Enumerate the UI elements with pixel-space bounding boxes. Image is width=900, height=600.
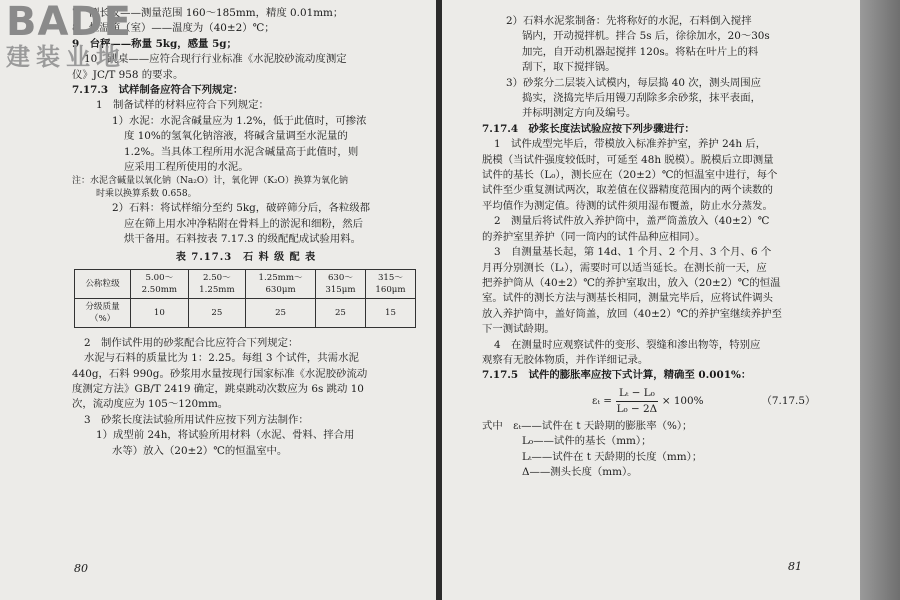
formula-fraction (616, 386, 658, 417)
cell-line: 630μm (265, 284, 296, 295)
text-line: 把养护筒从（40±2）℃的养护室取出，放入（20±2）℃的恒温 (482, 276, 781, 289)
text-line: 试件至少重复测试两次，取差值在仪器精度范围内的两个读数的 (482, 184, 773, 197)
table-cell: 10 (131, 298, 189, 327)
text-line: 1.2%。当具体工程所用水泥含碱量高于此值时，则 (124, 145, 359, 158)
section-heading: 7.17.3 试样制备应符合下列规定： (72, 84, 244, 97)
text-line: 捣实，浇捣完毕后用镘刀刮除多余砂浆，抹平表面， (522, 92, 761, 105)
text-line: 2 测量后将试件放入养护筒中，盖严筒盖放入（40±2）℃ (494, 215, 770, 228)
equation-number: （7.17.5） (761, 394, 816, 407)
text-line: 2）石料：将试样缩分至约 5kg，破碎筛分后，各粒级都 (112, 202, 371, 215)
table-caption: 表 7.17.3 石 料 级 配 表 (175, 251, 317, 263)
grading-table (74, 269, 416, 328)
text-line: 9 台秤——称量 5kg，感量 5g； (72, 37, 237, 50)
expansion-formula (482, 386, 834, 417)
table-row (75, 269, 416, 298)
table-cell: 25 (246, 298, 316, 327)
where-line: 式中 εₜ——试件在 t 天龄期的膨胀率（%）； (482, 419, 693, 432)
text-line: 月再分别测长（Lₜ），需要时可以适当延长。在测长前一天，应 (482, 261, 767, 274)
text-line: 1）水泥：水泥含碱量应为 1.2%，低于此值时，可掺浓 (112, 114, 367, 127)
cell-line: 2.50mm (141, 284, 178, 295)
where-line: Δ——测头长度（mm）。 (522, 465, 638, 478)
table-cell: 25 (315, 298, 365, 327)
table-cell: 15 (365, 298, 415, 327)
table-cell (315, 269, 365, 298)
text-line: 下一测试龄期。 (482, 323, 555, 336)
text-line: 平均值作为测定值。待测的试件须用湿布覆盖，防止水分蒸发。 (482, 199, 773, 212)
text-line: 水泥与石料的质量比为 1：2.25。每组 3 个试件，共需水泥 (84, 352, 359, 365)
text-line: 3 砂浆长度法试验所用试件应按下列方法制作： (84, 413, 309, 426)
text-line: 3 自测量基长起，第 14d、1 个月、2 个月、3 个月、6 个 (494, 246, 772, 259)
text-line: 观察有无胶体物质，并作详细记录。 (482, 353, 649, 366)
text-line: 440g，石料 990g。砂浆用水量按现行国家标准《水泥胶砂流动 (72, 367, 368, 380)
text-line: 应在筛上用水冲净粘附在骨料上的淤泥和细粉，然后 (124, 217, 363, 230)
text-line: 次，流动度应为 105～120mm。 (72, 398, 229, 411)
formula-tail: × 100% (661, 394, 704, 407)
watermark-word: BADE (6, 0, 132, 45)
note-line: 注：水泥含碱量以氧化钠（Na₂O）计，氧化钾（K₂O）换算为氧化钠 (72, 176, 348, 187)
text-line: 4 在测量时应观察试件的变形、裂缝和渗出物等，特别应 (494, 338, 761, 351)
background-edge (860, 0, 900, 600)
cell-line: 1.25mm (199, 284, 235, 295)
text-line: 8 恒温箱（室）——温度为（40±2）℃； (72, 22, 275, 35)
table-cell (131, 269, 189, 298)
page-number: 80 (74, 562, 88, 575)
cell-line: 2.50～ (203, 272, 231, 283)
page-number: 81 (788, 560, 802, 573)
text-line: 10 跳桌——应符合现行行业标准《水泥胶砂流动度测定 (84, 53, 347, 66)
text-line: 7 测长仪——测量范围 160～185mm，精度 0.01mm； (72, 7, 344, 19)
formula-lhs: εₜ = (592, 394, 612, 407)
text-line: 锅内，开动搅拌机。拌合 5s 后，徐徐加水，20～30s (522, 30, 770, 43)
text-line: 1）成型前 24h，将试验所用材料（水泥、骨料、拌合用 (96, 429, 355, 442)
text-line: 度测定方法》GB/T 2419 确定，跳桌跳动次数应为 6s 跳动 10 (72, 382, 364, 395)
text-line: 应采用工程所使用的水泥。 (124, 161, 249, 174)
text-line: 并标明测定方向及编号。 (522, 107, 637, 120)
formula-denominator: L₀ − 2Δ (616, 402, 658, 415)
text-line: 脱模（当试件强度较低时，可延至 48h 脱模）。脱模后立即测量 (482, 153, 774, 166)
text-line: 的养护室里养护（同一筒内的试件品种应相同）。 (482, 230, 706, 243)
cell-line: 630～ (327, 272, 353, 283)
text-line: 1 试件成型完毕后，带模放入标准养护室，养护 24h 后， (494, 138, 767, 151)
cell-line: 1.25mm～ (258, 272, 303, 283)
text-line: 2）石料水泥浆制备：先将称好的水泥，石料倒入搅拌 (506, 15, 752, 27)
text-line: 加完，自开动机器起搅拌 120s。将粘在叶片上的料 (522, 45, 759, 58)
text-line: 3）砂浆分二层装入试模内，每层捣 40 次，测头周围应 (506, 76, 762, 89)
cell-line: 分级质量 (85, 301, 120, 312)
cell-line: 5.00～ (145, 272, 174, 283)
section-heading: 7.17.5 试件的膨胀率应按下式计算，精确至 0.001%： (482, 369, 752, 382)
where-line: L₀——试件的基长（mm）； (522, 435, 652, 448)
cell-line: 160μm (375, 284, 406, 295)
cell-line: 315μm (325, 284, 356, 295)
table-header-cell (75, 298, 131, 327)
text-line: 度 10%的氢氧化钠溶液，将碱含量调至水泥量的 (124, 130, 348, 143)
text-line: 试件的基长（L₀），测长应在（20±2）℃的恒温室中进行，每个 (482, 169, 778, 182)
text-line: 室。试件的测长方法与测基长相同，测量完毕后，应将试件调头 (482, 292, 773, 305)
where-line: Lₜ——试件在 t 天龄期的长度（mm）； (522, 450, 703, 463)
watermark-logo (6, 2, 181, 80)
table-cell (246, 269, 316, 298)
table-cell (365, 269, 415, 298)
section-heading: 7.17.4 砂浆长度法试验应按下列步骤进行： (482, 122, 695, 135)
text-line: 烘干备用。石料按表 7.17.3 的级配配成试验用料。 (124, 233, 362, 246)
table-cell: 25 (188, 298, 246, 327)
text-line: 1 制备试样的材料应符合下列规定： (96, 99, 269, 112)
text-line: 仪》JC/T 958 的要求。 (72, 68, 184, 81)
note-line: 时乘以换算系数 0.658。 (96, 189, 197, 200)
text-line: 2 制作试件用的砂浆配合比应符合下列规定： (84, 336, 299, 349)
right-page (442, 0, 860, 600)
table-cell (188, 269, 246, 298)
formula-numerator: Lₜ − L₀ (616, 386, 658, 402)
text-line: 刮下，取下搅拌锅。 (522, 61, 616, 74)
cell-line: 315～ (377, 272, 403, 283)
text-line: 放入养护筒中，盖好筒盖，放回（40±2）℃的养护室继续养护至 (482, 307, 782, 320)
cell-line: （%） (89, 313, 116, 324)
table-row (75, 298, 416, 327)
text-line: 水等）放入（20±2）℃的恒温室中。 (112, 444, 288, 457)
left-page (0, 0, 436, 600)
watermark-subtitle: 建装业地 (6, 43, 126, 71)
table-header-cell: 公称粒级 (75, 269, 131, 298)
